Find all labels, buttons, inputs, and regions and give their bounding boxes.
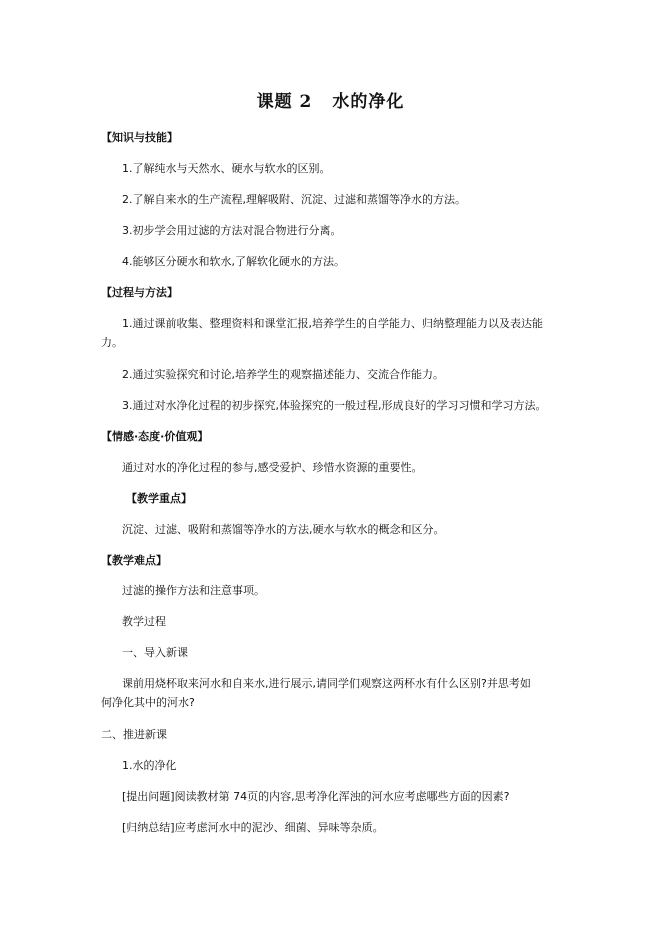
lesson-number: 课题 2 xyxy=(256,92,313,112)
difficulty-heading: 【教学难点】 xyxy=(101,554,167,567)
knowledge-item: 4.能够区分硬水和软水,了解软化硬水的方法。 xyxy=(122,255,345,268)
intro-text-line: 课前用烧杯取来河水和自来水,进行展示,请同学们观察这两杯水有什么区别?并思考如 xyxy=(122,677,531,690)
emotion-text: 通过对水的净化过程的参与,感受爱护、珍惜水资源的重要性。 xyxy=(122,461,423,474)
knowledge-item: 1.了解纯水与天然水、硬水与软水的区别。 xyxy=(122,162,331,175)
process-heading: 【过程与方法】 xyxy=(101,286,178,299)
subsection-heading: 1.水的净化 xyxy=(122,759,177,772)
new-lesson-heading: 二、推进新课 xyxy=(101,728,167,741)
knowledge-heading: 【知识与技能】 xyxy=(101,131,178,144)
process-item: 2.通过实验探究和讨论,培养学生的观察描述能力、交流合作能力。 xyxy=(122,368,444,381)
process-item: 3.通过对水净化过程的初步探究,体验探究的一般过程,形成良好的学习习惯和学习方法。 xyxy=(122,399,547,412)
process-item: 1.通过课前收集、整理资料和课堂汇报,培养学生的自学能力、归纳整理能力以及表达能 xyxy=(122,317,543,330)
summary-text: [归纳总结]应考虑河水中的泥沙、细菌、异味等杂质。 xyxy=(122,821,384,834)
process-item-continuation: 力。 xyxy=(101,336,123,349)
lesson-title: 水的净化 xyxy=(332,92,405,112)
page-title xyxy=(0,87,661,112)
knowledge-item: 2.了解自来水的生产流程,理解吸附、沉淀、过滤和蒸馏等净水的方法。 xyxy=(122,193,466,206)
intro-heading: 一、导入新课 xyxy=(122,646,188,659)
knowledge-item: 3.初步学会用过滤的方法对混合物进行分离。 xyxy=(122,224,342,237)
key-points-heading: 【教学重点】 xyxy=(126,492,192,505)
key-points-text: 沉淀、过滤、吸附和蒸馏等净水的方法,硬水与软水的概念和区分。 xyxy=(122,523,445,536)
emotion-heading: 【情感·态度·价值观】 xyxy=(101,430,209,443)
difficulty-text: 过滤的操作方法和注意事项。 xyxy=(122,584,265,597)
teaching-process-title: 教学过程 xyxy=(122,615,166,628)
question-text: [提出问题]阅读教材第 74页的内容,思考净化浑浊的河水应考虑哪些方面的因素? xyxy=(122,790,510,803)
intro-text-line: 何净化其中的河水? xyxy=(101,696,195,709)
